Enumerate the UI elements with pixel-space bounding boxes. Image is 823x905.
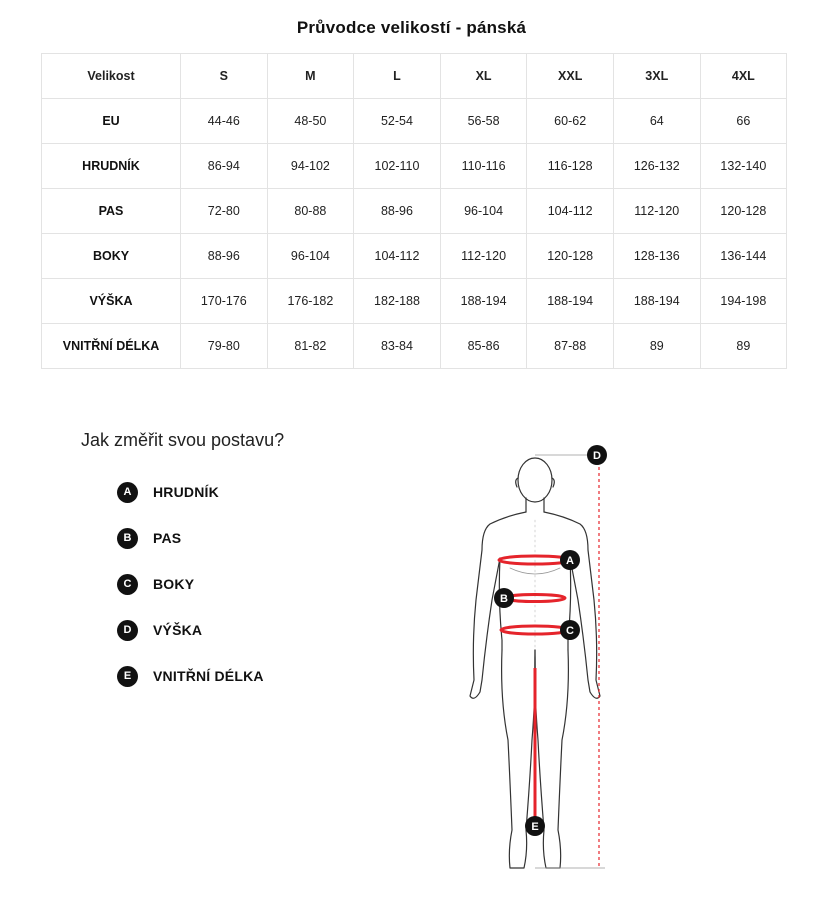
svg-text:C: C — [566, 625, 574, 637]
size-chart-table — [41, 53, 787, 369]
table-cell: 72-80 — [181, 189, 268, 234]
table-cell: 104-112 — [527, 189, 614, 234]
legend-label: BOKY — [153, 576, 195, 592]
header-cell: S — [181, 54, 268, 99]
table-cell: 136-144 — [700, 234, 787, 279]
measure-heading: Jak změřit svou postavu? — [81, 430, 285, 450]
page-title: Průvodce velikostí - pánská — [296, 18, 527, 37]
table-cell: 188-194 — [440, 279, 527, 324]
table-cell: 88-96 — [354, 189, 441, 234]
table-row — [42, 324, 787, 369]
legend-label: VÝŠKA — [153, 622, 203, 638]
table-cell: 96-104 — [267, 234, 354, 279]
table-cell: 83-84 — [354, 324, 441, 369]
header-cell: Velikost — [42, 54, 181, 99]
legend-item-inseam — [117, 665, 264, 687]
legend-item-height — [117, 619, 202, 641]
header-cell: XL — [440, 54, 527, 99]
table-cell: 85-86 — [440, 324, 527, 369]
measurement-lines — [499, 455, 605, 868]
table-cell: 104-112 — [354, 234, 441, 279]
body-measurement-illustration — [460, 440, 630, 880]
legend-item-waist — [117, 527, 181, 549]
legend-label: PAS — [153, 530, 182, 546]
table-cell: 89 — [613, 324, 700, 369]
row-label: PAS — [42, 189, 181, 234]
svg-text:B: B — [500, 593, 508, 605]
table-row — [42, 234, 787, 279]
table-cell: 188-194 — [613, 279, 700, 324]
table-row — [42, 144, 787, 189]
row-label: VÝŠKA — [42, 279, 181, 324]
svg-text:A: A — [566, 555, 574, 567]
table-cell: 128-136 — [613, 234, 700, 279]
header-cell: M — [267, 54, 354, 99]
table-cell: 60-62 — [527, 99, 614, 144]
table-cell: 87-88 — [527, 324, 614, 369]
letter-e-badge-icon: E — [117, 666, 138, 687]
table-cell: 194-198 — [700, 279, 787, 324]
table-cell: 188-194 — [527, 279, 614, 324]
row-label: EU — [42, 99, 181, 144]
table-cell: 112-120 — [440, 234, 527, 279]
marker-d-icon — [587, 445, 607, 465]
table-cell: 176-182 — [267, 279, 354, 324]
table-cell: 96-104 — [440, 189, 527, 234]
header-cell: L — [354, 54, 441, 99]
legend-label: HRUDNÍK — [153, 484, 219, 500]
table-header-row — [42, 54, 787, 99]
table-row — [42, 279, 787, 324]
svg-text:D: D — [593, 450, 601, 462]
table-cell: 66 — [700, 99, 787, 144]
legend-label: VNITŘNÍ DÉLKA — [153, 668, 264, 684]
table-cell: 182-188 — [354, 279, 441, 324]
table-cell: 94-102 — [267, 144, 354, 189]
row-label: HRUDNÍK — [42, 144, 181, 189]
row-label: VNITŘNÍ DÉLKA — [42, 324, 181, 369]
table-cell: 88-96 — [181, 234, 268, 279]
legend-item-chest — [117, 481, 219, 503]
legend-item-hips — [117, 573, 194, 595]
table-row — [42, 99, 787, 144]
table-cell: 86-94 — [181, 144, 268, 189]
table-cell: 112-120 — [613, 189, 700, 234]
table-cell: 80-88 — [267, 189, 354, 234]
table-cell: 81-82 — [267, 324, 354, 369]
table-cell: 48-50 — [267, 99, 354, 144]
letter-c-badge-icon: C — [117, 574, 138, 595]
header-cell: XXL — [527, 54, 614, 99]
letter-b-badge-icon: B — [117, 528, 138, 549]
table-cell: 89 — [700, 324, 787, 369]
header-cell: 4XL — [700, 54, 787, 99]
marker-a-icon — [560, 550, 580, 570]
table-cell: 120-128 — [700, 189, 787, 234]
table-cell: 52-54 — [354, 99, 441, 144]
header-cell: 3XL — [613, 54, 700, 99]
table-cell: 170-176 — [181, 279, 268, 324]
table-cell: 56-58 — [440, 99, 527, 144]
letter-a-badge-icon: A — [117, 482, 138, 503]
table-cell: 116-128 — [527, 144, 614, 189]
table-cell: 132-140 — [700, 144, 787, 189]
table-cell: 79-80 — [181, 324, 268, 369]
letter-d-badge-icon: D — [117, 620, 138, 641]
table-cell: 120-128 — [527, 234, 614, 279]
table-cell: 44-46 — [181, 99, 268, 144]
table-cell: 110-116 — [440, 144, 527, 189]
table-cell: 126-132 — [613, 144, 700, 189]
marker-e-icon — [525, 816, 545, 836]
svg-text:E: E — [531, 821, 539, 833]
marker-c-icon — [560, 620, 580, 640]
row-label: BOKY — [42, 234, 181, 279]
marker-b-icon — [494, 588, 514, 608]
table-cell: 102-110 — [354, 144, 441, 189]
table-row — [42, 189, 787, 234]
table-cell: 64 — [613, 99, 700, 144]
